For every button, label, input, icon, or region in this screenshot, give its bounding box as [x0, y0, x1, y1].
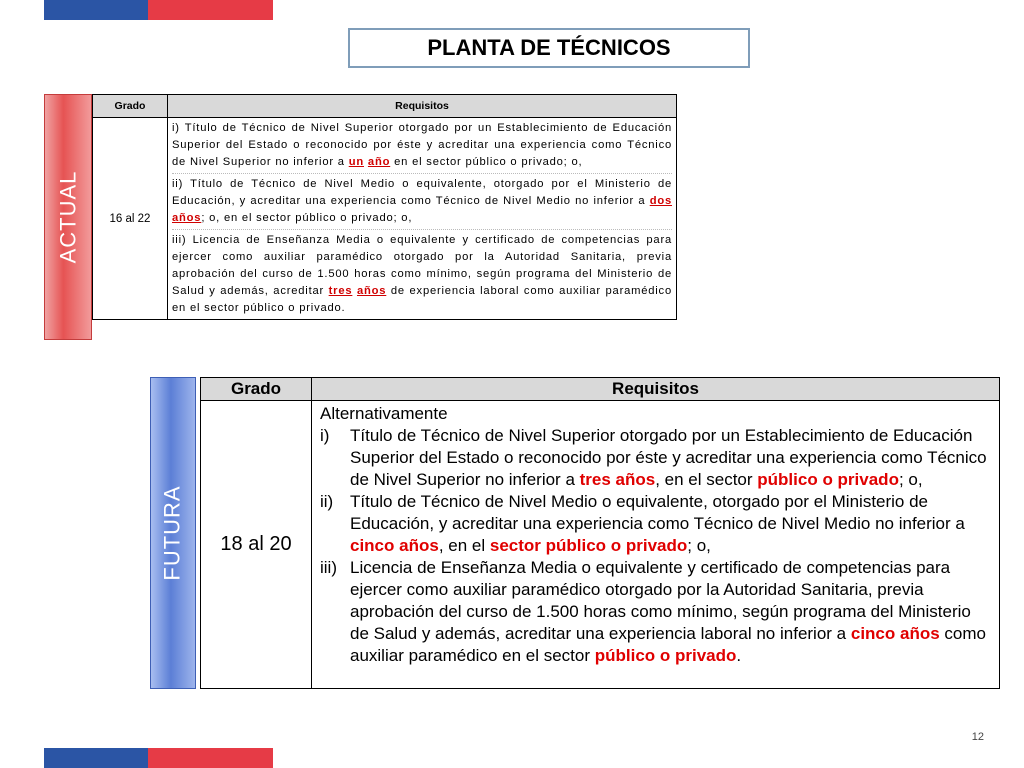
brand-bar-bottom-red [148, 748, 273, 768]
brand-bar-top-blue [44, 0, 148, 20]
actual-header-requisitos: Requisitos [168, 95, 677, 118]
futura-req-text: Título de Técnico de Nivel Superior otorgado por un Establecimiento de Educación Superior del Estado o reconocido por éste y acreditar una experiencia como Técnico de Nivel Superior no inferior a tres años, en el sector público o privado; o, [350, 426, 987, 489]
highlighted-text: tres [328, 285, 353, 297]
highlighted-text: público o privado [594, 646, 737, 665]
futura-req-item [320, 557, 993, 667]
brand-bar-bottom-blue [44, 748, 148, 768]
actual-req-item: ii) Título de Técnico de Nivel Medio o equivalente, otorgado por el Ministerio de Educación, y acreditar una experiencia como Técnico de Nivel Medio no inferior a dos años; o, en el sector público o privado; o, [172, 173, 672, 229]
actual-req-item: i) Título de Técnico de Nivel Superior otorgado por un Establecimiento de Educación Superior del Estado o reconocido por éste y acreditar una experiencia como Técnico de Nivel Superior no inferior a un año en el sector público o privado; o, [172, 122, 672, 168]
highlighted-text: un [348, 156, 364, 168]
futura-req-number: ii) [320, 492, 334, 511]
highlighted-text: cinco años [350, 536, 439, 555]
actual-label-text: ACTUAL [55, 170, 81, 264]
highlighted-text: tres años [579, 470, 656, 489]
futura-table [200, 377, 1000, 689]
highlighted-text: años [356, 285, 387, 297]
highlighted-text: dos años [172, 195, 672, 224]
page-title: PLANTA DE TÉCNICOS [348, 28, 750, 68]
actual-table [92, 94, 677, 320]
highlighted-text: público o privado [757, 470, 899, 489]
futura-req-text: Licencia de Enseñanza Media o equivalente y certificado de competencias para ejercer como auxiliar paramédico otorgado por la Autoridad Sanitaria, previa aprobación del curso de 1.500 horas como mínimo, según programa del Ministerio de Salud y además, acreditar una experiencia laboral no inferior a cinco años como auxiliar paramédico en el sector público o privado. [350, 558, 986, 665]
futura-header-grado: Grado [201, 378, 312, 401]
page-number: 12 [971, 731, 984, 743]
futura-intro: Alternativamente [320, 404, 448, 423]
highlighted-text: sector público o privado [489, 536, 688, 555]
futura-label [150, 377, 196, 689]
futura-grado: 18 al 20 [201, 401, 312, 689]
highlighted-text: cinco años [850, 624, 940, 643]
futura-req-number: i) [320, 426, 330, 445]
actual-grado: 16 al 22 [93, 118, 168, 320]
futura-req-item [320, 425, 993, 491]
futura-req-text: Título de Técnico de Nivel Medio o equivalente, otorgado por el Ministerio de Educación, y acreditar una experiencia como Técnico de Nivel Medio no inferior a cinco años, en el sector público o privado; o, [350, 492, 965, 555]
actual-req-item: iii) Licencia de Enseñanza Media o equivalente y certificado de competencias para ejercer como auxiliar paramédico otorgado por la Autoridad Sanitaria, previa aprobación del curso de 1.500 horas como mínimo, según programa del Ministerio de Salud y además, acreditar tres años de experiencia laboral como auxiliar paramédico en el sector público o privado. [172, 229, 672, 319]
futura-header-requisitos: Requisitos [312, 378, 1000, 401]
futura-label-text: FUTURA [160, 485, 185, 581]
highlighted-text: año [367, 156, 391, 168]
futura-requisitos [312, 401, 1000, 689]
brand-bar-top-red [148, 0, 273, 20]
actual-requisitos [168, 118, 677, 320]
futura-req-number: iii) [320, 558, 337, 577]
futura-req-item [320, 491, 993, 557]
actual-label [44, 94, 92, 340]
actual-header-grado: Grado [93, 95, 168, 118]
